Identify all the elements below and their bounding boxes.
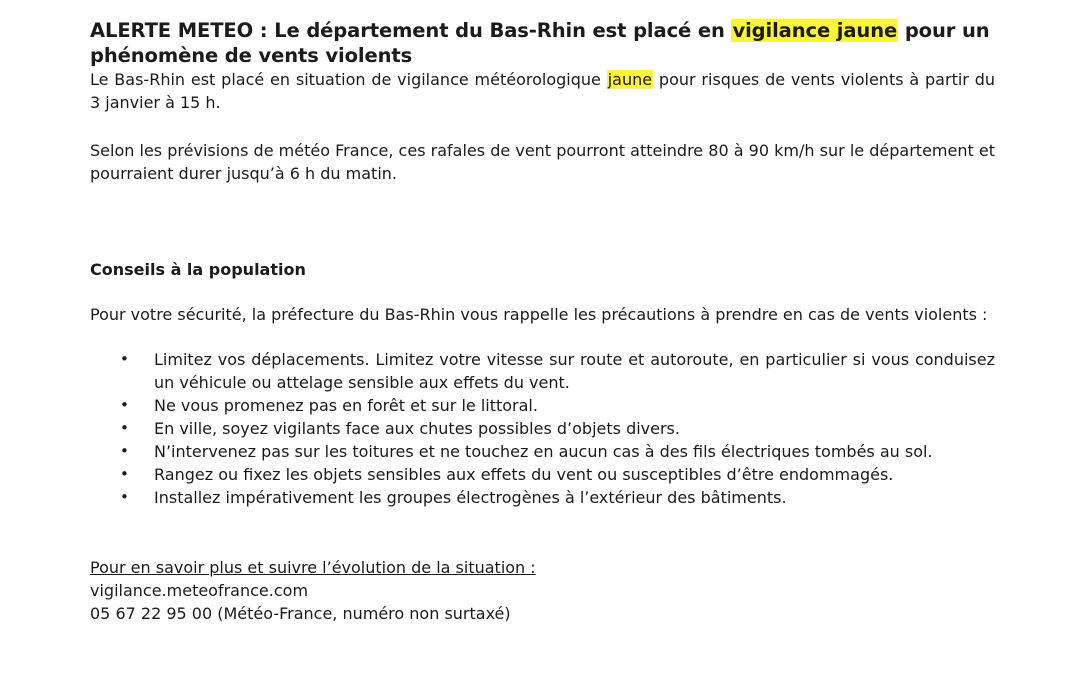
bullet-icon: •: [120, 350, 129, 368]
alert-title: [90, 18, 995, 68]
list-item: [90, 440, 995, 463]
phone-text: 05 67 22 95 00 (Météo-France, numéro non surtaxé): [90, 604, 511, 623]
list-item: [90, 486, 995, 509]
list-item-text: Installez impérativement les groupes électrogènes à l’extérieur des bâtiments.: [154, 488, 787, 507]
intro-paragraph: [90, 68, 995, 114]
website-text: vigilance.meteofrance.com: [90, 581, 309, 600]
alert-title-highlight: vigilance jaune: [732, 19, 898, 42]
list-item: [90, 348, 995, 394]
list-item: [90, 463, 995, 486]
list-item-text: Rangez ou fixez les objets sensibles aux effets du vent ou susceptibles d’être endommagés.: [154, 465, 894, 484]
list-item: [90, 394, 995, 417]
list-item-text: En ville, soyez vigilants face aux chutes possibles d’objets divers.: [154, 419, 680, 438]
list-item-text: Limitez vos déplacements. Limitez votre vitesse sur route et autoroute, en particulier si vous conduisez un véhicule ou attelage sensible aux effets du vent.: [154, 350, 995, 392]
bullet-icon: •: [120, 396, 129, 414]
intro-suffix: pour risques de vents violents à partir du 3 janvier à 15 h.: [90, 70, 995, 112]
list-item-text: Ne vous promenez pas en forêt et sur le littoral.: [154, 396, 538, 415]
bullet-icon: •: [120, 419, 129, 437]
alert-title-prefix: ALERTE METEO : Le département du Bas-Rhin est placé en: [90, 19, 732, 42]
advice-heading: Conseils à la population: [90, 260, 306, 279]
forecast-paragraph: Selon les prévisions de météo France, ces rafales de vent pourront atteindre 80 à 90 km/h sur le département et pourraient durer jusqu’à 6 h du matin.: [90, 141, 995, 183]
bullet-icon: •: [120, 465, 129, 483]
advice-intro: Pour votre sécurité, la préfecture du Bas-Rhin vous rappelle les précautions à prendre en cas de vents violents :: [90, 305, 988, 324]
intro-highlight: jaune: [607, 70, 653, 89]
advice-list: [90, 348, 995, 509]
more-info-heading: Pour en savoir plus et suivre l’évolution de la situation :: [90, 558, 536, 577]
alert-title-suffix: pour un phénomène de vents violents: [90, 19, 990, 67]
bullet-icon: •: [120, 442, 129, 460]
list-item-text: N’intervenez pas sur les toitures et ne touchez en aucun cas à des fils électriques tombés au sol.: [154, 442, 933, 461]
bullet-icon: •: [120, 488, 129, 506]
document-page: [90, 18, 995, 625]
list-item: [90, 417, 995, 440]
intro-prefix: Le Bas-Rhin est placé en situation de vigilance météorologique: [90, 70, 607, 89]
